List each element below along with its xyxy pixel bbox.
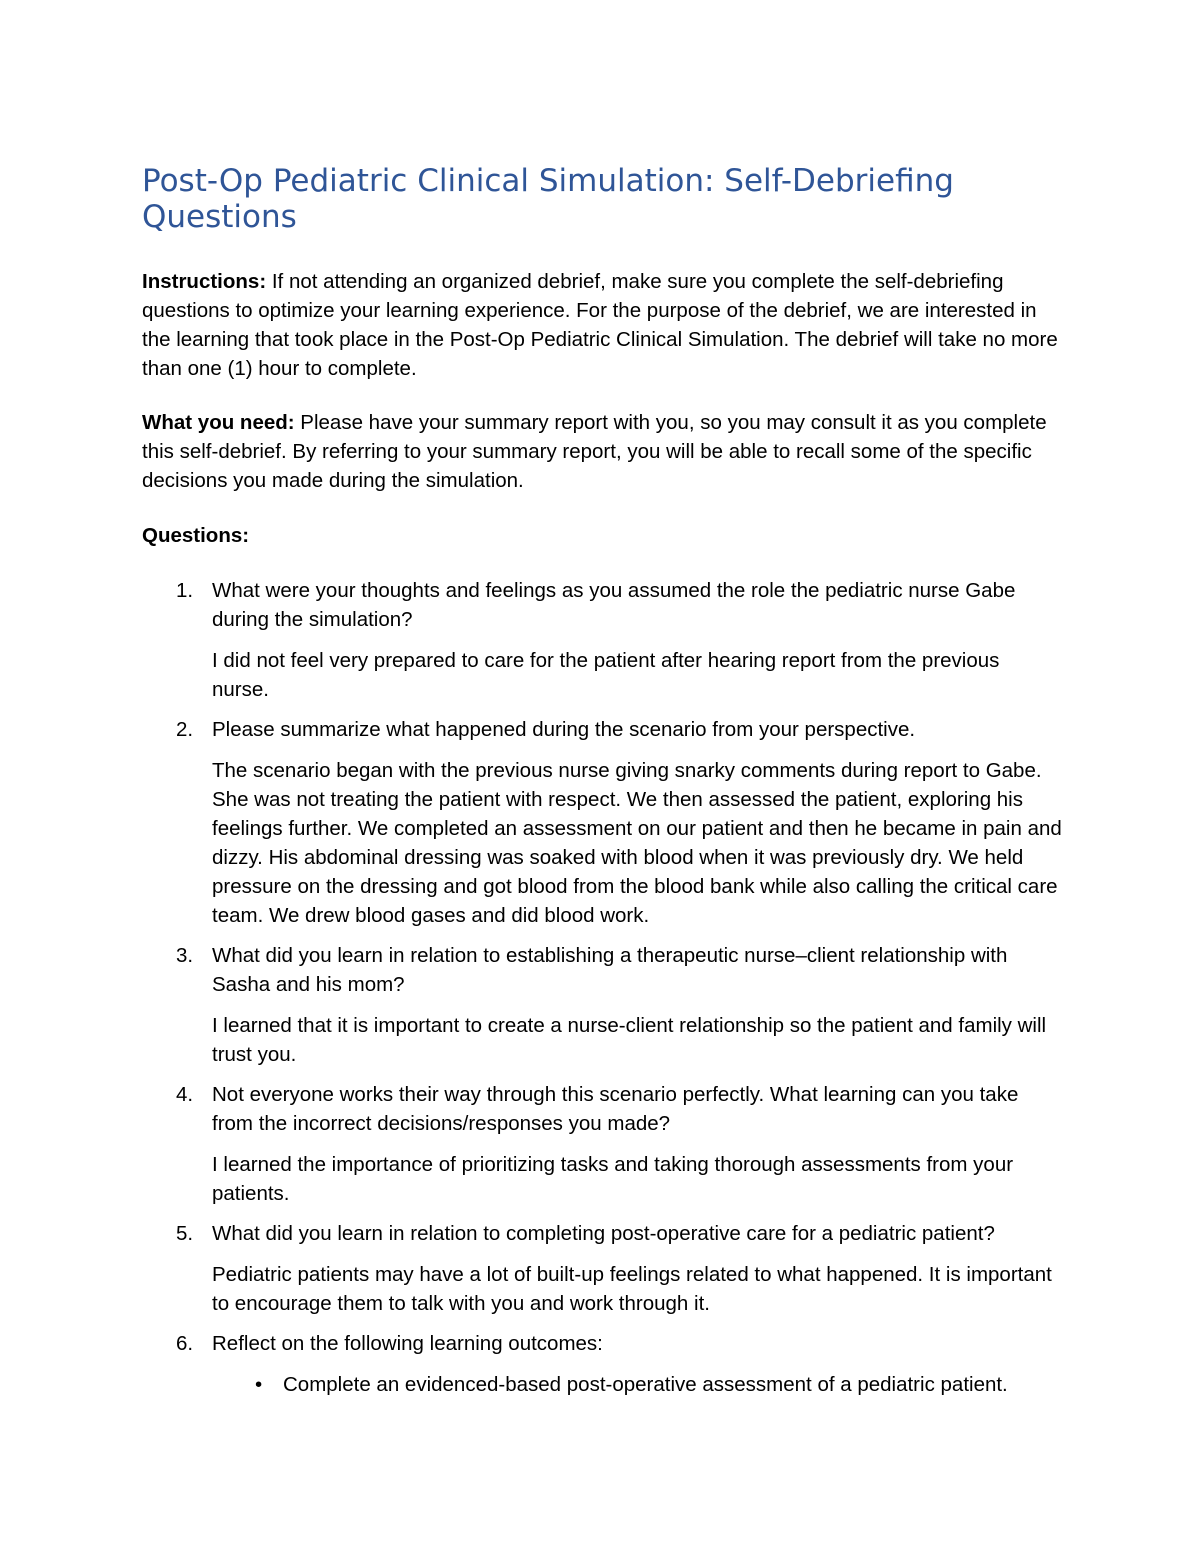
instructions-label: Instructions: — [142, 270, 267, 293]
what-you-need-label: What you need: — [142, 411, 295, 434]
answer-text: The scenario began with the previous nurse giving snarky comments during report to Gabe. She was not treating the patient with respect. We then assessed the patient, exploring his feelings further. We completed an assessment on our patient and then he became in pain and dizzy. His abdominal dressing was soaked with blood when it was previously dry. We held pressure on the dressing and got blood from the blood bank while also calling the critical care team. We drew blood gases and did blood work. — [212, 759, 1062, 927]
question-item — [142, 1080, 1062, 1208]
question-number: 6. — [176, 1332, 194, 1355]
answer-text: I learned the importance of prioritizing tasks and taking thorough assessments from your patients. — [212, 1153, 1014, 1205]
learning-outcomes-list — [212, 1370, 1062, 1399]
document-page — [142, 163, 1062, 1410]
question-number: 1. — [176, 579, 194, 602]
what-you-need-paragraph — [142, 408, 1062, 495]
question-number: 3. — [176, 944, 194, 967]
question-list — [142, 576, 1062, 1399]
what-you-need-text: Please have your summary report with you, so you may consult it as you complete this self-debrief. By referring to your summary report, you will be able to recall some of the specific decisions you made during the simulation. — [142, 411, 1047, 492]
answer-text: I did not feel very prepared to care for the patient after hearing report from the previous nurse. — [212, 649, 1000, 701]
question-text: What did you learn in relation to completing post-operative care for a pediatric patient? — [212, 1222, 995, 1245]
instructions-text: If not attending an organized debrief, make sure you complete the self-debriefing questions to optimize your learning experience. For the purpose of the debrief, we are interested in the learning that took place in the Post-Op Pediatric Clinical Simulation. The debrief will take no more than one (1) hour to complete. — [142, 270, 1058, 380]
questions-heading: Questions: — [142, 524, 250, 547]
question-text: What were your thoughts and feelings as you assumed the role the pediatric nurse Gabe during the simulation? — [212, 579, 1016, 631]
question-item — [142, 941, 1062, 1069]
question-item — [142, 576, 1062, 704]
question-number: 5. — [176, 1222, 194, 1245]
question-number: 4. — [176, 1083, 194, 1106]
question-text: Please summarize what happened during the scenario from your perspective. — [212, 718, 916, 741]
question-item — [142, 1329, 1062, 1399]
bullet-icon: • — [255, 1373, 263, 1396]
learning-outcome-item — [212, 1370, 1062, 1399]
document-title: Post-Op Pediatric Clinical Simulation: Self-Debriefing Questions — [142, 163, 954, 235]
question-number: 2. — [176, 718, 194, 741]
instructions-paragraph — [142, 267, 1062, 383]
answer-text: Pediatric patients may have a lot of built-up feelings related to what happened. It is important to encourage them to talk with you and work through it. — [212, 1263, 1052, 1315]
question-item — [142, 1219, 1062, 1318]
learning-outcome-text: Complete an evidenced-based post-operative assessment of a pediatric patient. — [283, 1373, 1008, 1396]
question-text: What did you learn in relation to establishing a therapeutic nurse–client relationship with Sasha and his mom? — [212, 944, 1008, 996]
question-text: Not everyone works their way through this scenario perfectly. What learning can you take from the incorrect decisions/responses you made? — [212, 1083, 1019, 1135]
question-item — [142, 715, 1062, 930]
answer-text: I learned that it is important to create a nurse-client relationship so the patient and family will trust you. — [212, 1014, 1047, 1066]
question-text: Reflect on the following learning outcomes: — [212, 1332, 603, 1355]
